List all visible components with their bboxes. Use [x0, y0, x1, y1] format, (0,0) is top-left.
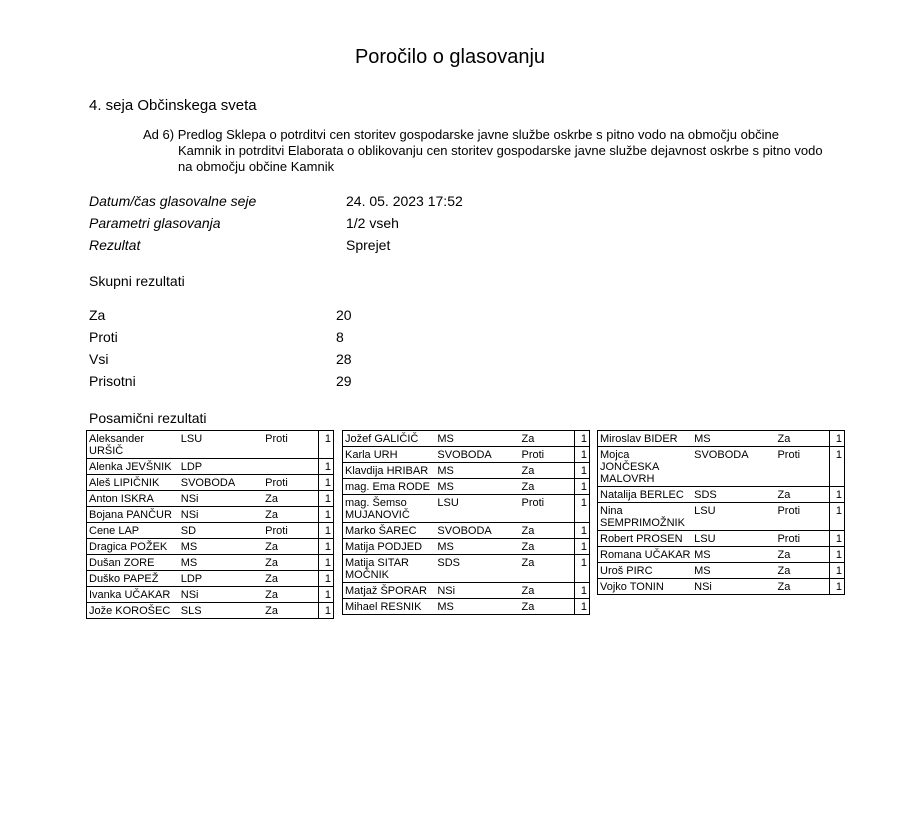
member-vote: Za [263, 571, 319, 587]
member-name: Romana UČAKAR [598, 547, 693, 563]
table-row [343, 599, 590, 615]
param-label-date: Datum/čas glasovalne seje [89, 193, 257, 209]
total-value-proti: 8 [336, 329, 344, 345]
member-name: Aleš LIPIČNIK [87, 475, 179, 491]
member-count: 1 [830, 547, 845, 563]
table-row [343, 431, 590, 447]
member-vote: Za [263, 491, 319, 507]
member-party: MS [179, 555, 263, 571]
member-count: 1 [575, 447, 590, 463]
member-count: 1 [575, 599, 590, 615]
member-vote: Proti [263, 431, 319, 459]
member-name: Nina SEMPRIMOŽNIK [598, 503, 693, 531]
agenda-prefix: Ad 6) [143, 127, 175, 142]
member-name: Matjaž ŠPORAR [343, 583, 436, 599]
member-name: mag. Šemso MUJANOVIČ [343, 495, 436, 523]
member-party: MS [435, 539, 519, 555]
param-value-result: Sprejet [346, 237, 391, 253]
table-row [87, 491, 334, 507]
agenda-text-continuation: Kamnik in potrditvi Elaborata o oblikovanju cen storitev gospodarske javne službe dejavnost oskrbe s pitno vodo na območju občine Kamnik [178, 143, 823, 174]
member-name: Matija SITAR MOČNIK [343, 555, 436, 583]
member-vote [263, 459, 319, 475]
member-name: Matija PODJED [343, 539, 436, 555]
member-count: 1 [830, 503, 845, 531]
table-row [343, 463, 590, 479]
param-label-result: Rezultat [89, 237, 141, 253]
member-party: MS [179, 539, 263, 555]
member-vote: Proti [263, 475, 319, 491]
member-name: Natalija BERLEC [598, 487, 693, 503]
member-party: SDS [692, 487, 775, 503]
member-party: NSi [179, 507, 263, 523]
results-table-3 [597, 430, 845, 595]
member-count: 1 [575, 431, 590, 447]
total-value-vsi: 28 [336, 351, 352, 367]
member-count: 1 [319, 571, 334, 587]
member-party: MS [692, 563, 775, 579]
member-count: 1 [830, 531, 845, 547]
table-row [87, 603, 334, 619]
member-name: Mihael RESNIK [343, 599, 436, 615]
member-vote: Za [263, 507, 319, 523]
param-value-voting: 1/2 vseh [346, 215, 399, 231]
member-vote: Proti [775, 503, 830, 531]
member-party: LSU [692, 531, 775, 547]
member-vote: Za [519, 599, 574, 615]
member-vote: Za [519, 583, 574, 599]
member-vote: Za [263, 539, 319, 555]
total-value-prisotni: 29 [336, 373, 352, 389]
member-party: MS [692, 547, 775, 563]
member-party: SD [179, 523, 263, 539]
table-row [87, 555, 334, 571]
member-vote: Za [519, 555, 574, 583]
table-row [598, 579, 845, 595]
member-vote: Za [519, 463, 574, 479]
table-row [598, 431, 845, 447]
member-vote: Za [519, 539, 574, 555]
member-name: Karla URH [343, 447, 436, 463]
table-row [87, 539, 334, 555]
table-row [87, 507, 334, 523]
member-name: Anton ISKRA [87, 491, 179, 507]
member-count: 1 [319, 507, 334, 523]
member-vote: Proti [263, 523, 319, 539]
total-value-za: 20 [336, 307, 352, 323]
session-heading: 4. seja Občinskega sveta [89, 97, 257, 114]
member-name: mag. Ema RODE [343, 479, 436, 495]
member-count: 1 [319, 523, 334, 539]
member-name: Cene LAP [87, 523, 179, 539]
member-party: NSi [179, 587, 263, 603]
member-vote: Proti [519, 495, 574, 523]
member-party: NSi [435, 583, 519, 599]
table-row [598, 563, 845, 579]
member-party: SVOBODA [435, 447, 519, 463]
member-name: Miroslav BIDER [598, 431, 693, 447]
total-label-prisotni: Prisotni [89, 373, 136, 389]
member-count: 1 [830, 447, 845, 487]
member-vote: Za [775, 487, 830, 503]
member-party: SVOBODA [435, 523, 519, 539]
member-party: LSU [435, 495, 519, 523]
member-vote: Za [775, 579, 830, 595]
member-name: Marko ŠAREC [343, 523, 436, 539]
member-party: MS [435, 463, 519, 479]
member-party: SDS [435, 555, 519, 583]
member-count: 1 [319, 491, 334, 507]
table-row [343, 583, 590, 599]
member-vote: Proti [775, 447, 830, 487]
member-count: 1 [319, 459, 334, 475]
member-party: NSi [179, 491, 263, 507]
member-vote: Za [775, 563, 830, 579]
param-value-date: 24. 05. 2023 17:52 [346, 193, 463, 209]
member-name: Alenka JEVŠNIK [87, 459, 179, 475]
member-party: NSi [692, 579, 775, 595]
member-count: 1 [575, 463, 590, 479]
member-vote: Proti [775, 531, 830, 547]
member-count: 1 [575, 539, 590, 555]
member-vote: Za [519, 479, 574, 495]
member-party: LDP [179, 571, 263, 587]
table-row [598, 447, 845, 487]
table-row [598, 487, 845, 503]
member-party: MS [692, 431, 775, 447]
member-count: 1 [575, 479, 590, 495]
member-party: LDP [179, 459, 263, 475]
member-name: Mojca JONČESKA MALOVRH [598, 447, 693, 487]
member-name: Aleksander URŠIČ [87, 431, 179, 459]
totals-heading: Skupni rezultati [89, 273, 185, 289]
table-row [343, 523, 590, 539]
member-party: LSU [179, 431, 263, 459]
member-count: 1 [319, 475, 334, 491]
member-name: Jože KOROŠEC [87, 603, 179, 619]
member-count: 1 [319, 603, 334, 619]
member-vote: Proti [519, 447, 574, 463]
member-count: 1 [319, 555, 334, 571]
member-party: SVOBODA [692, 447, 775, 487]
member-count: 1 [830, 431, 845, 447]
table-row [87, 587, 334, 603]
member-count: 1 [830, 579, 845, 595]
member-name: Klavdija HRIBAR [343, 463, 436, 479]
individual-heading: Posamični rezultati [89, 410, 207, 426]
member-count: 1 [575, 523, 590, 539]
table-row [87, 431, 334, 459]
member-party: MS [435, 431, 519, 447]
table-row [598, 547, 845, 563]
member-count: 1 [830, 563, 845, 579]
member-vote: Za [519, 523, 574, 539]
member-count: 1 [830, 487, 845, 503]
table-row [87, 571, 334, 587]
member-name: Bojana PANČUR [87, 507, 179, 523]
member-vote: Za [263, 603, 319, 619]
member-vote: Za [263, 555, 319, 571]
member-party: LSU [692, 503, 775, 531]
member-name: Vojko TONIN [598, 579, 693, 595]
member-count: 1 [319, 587, 334, 603]
table-row [343, 447, 590, 463]
param-label-voting: Parametri glasovanja [89, 215, 221, 231]
table-row [87, 523, 334, 539]
results-table-2 [342, 430, 590, 615]
table-row [598, 503, 845, 531]
results-table-1 [86, 430, 334, 619]
agenda-text-first-line: Predlog Sklepa o potrditvi cen storitev gospodarske javne službe oskrbe s pitno vodo na območju občine [177, 127, 779, 142]
member-party: SLS [179, 603, 263, 619]
member-name: Uroš PIRC [598, 563, 693, 579]
member-party: MS [435, 479, 519, 495]
member-vote: Za [775, 547, 830, 563]
table-row [343, 495, 590, 523]
member-name: Jožef GALIČIČ [343, 431, 436, 447]
table-row [343, 479, 590, 495]
agenda-item [143, 127, 823, 175]
member-count: 1 [319, 431, 334, 459]
member-vote: Za [263, 587, 319, 603]
total-label-vsi: Vsi [89, 351, 109, 367]
member-count: 1 [575, 555, 590, 583]
member-vote: Za [775, 431, 830, 447]
table-row [598, 531, 845, 547]
member-count: 1 [575, 583, 590, 599]
table-row [343, 539, 590, 555]
member-name: Dušan ZORE [87, 555, 179, 571]
member-vote: Za [519, 431, 574, 447]
total-label-proti: Proti [89, 329, 118, 345]
table-row [87, 475, 334, 491]
member-name: Ivanka UČAKAR [87, 587, 179, 603]
member-name: Duško PAPEŽ [87, 571, 179, 587]
member-count: 1 [575, 495, 590, 523]
table-row [87, 459, 334, 475]
total-label-za: Za [89, 307, 106, 323]
member-name: Dragica POŽEK [87, 539, 179, 555]
member-party: MS [435, 599, 519, 615]
table-row [343, 555, 590, 583]
report-title: Poročilo o glasovanju [354, 46, 546, 68]
member-count: 1 [319, 539, 334, 555]
member-party: SVOBODA [179, 475, 263, 491]
member-name: Robert PROSEN [598, 531, 693, 547]
